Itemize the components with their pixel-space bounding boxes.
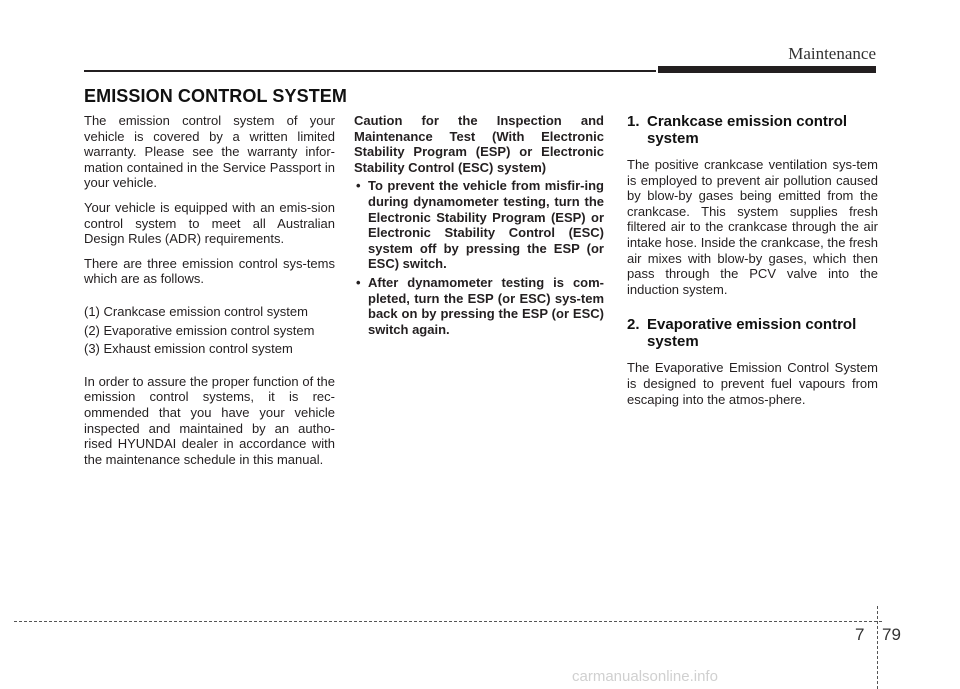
crankcase-body: The positive crankcase ventilation sys-tem is employed to prevent air pollution caused by blow-by gases being emitted from the crankcase. This system supplies fresh filtered air to the crankcase through the air intake hose. Inside the crankcase, the fresh air mixes with blow-by gases, which then pass through the PCV valve into the induction system.	[627, 157, 878, 297]
intro-paragraph-warranty: The emission control system of your vehicle is covered by a written limited warranty. Please see the warranty infor-mation contained in the Service Passport in your vehicle.	[84, 113, 335, 191]
page-number: 79	[882, 625, 901, 644]
crankcase-heading	[627, 113, 878, 147]
column-3	[627, 113, 878, 407]
column-1	[84, 113, 335, 467]
intro-paragraph-three-systems: There are three emission control sys-tems which are as follows.	[84, 255, 335, 287]
list-item: (2) Evaporative emission control system	[84, 322, 315, 338]
bullet-text: To prevent the vehicle from misfir-ing during dynamometer testing, turn the Electronic Stability Program (ESP) or Electronic Stability Control (ESC) system off by pressing the ESP (or ESC) switch.	[368, 178, 604, 272]
footer-divider	[877, 606, 878, 689]
header-bar	[658, 66, 876, 73]
evaporative-heading	[627, 316, 878, 350]
bullet-icon: •	[356, 274, 361, 290]
list-item: (1) Crankcase emission control system	[84, 303, 308, 319]
header-rule	[84, 70, 656, 72]
heading-text: Evaporative emission control system	[647, 316, 857, 351]
heading-number: 2.	[627, 316, 640, 334]
page-title: EMISSION CONTROL SYSTEM	[84, 86, 347, 106]
watermark: carmanualsonline.info	[572, 668, 718, 685]
list-item: (3) Exhaust emission control system	[84, 341, 293, 357]
caution-bullet	[354, 275, 604, 337]
intro-paragraph-adr: Your vehicle is equipped with an emis-sion control system to meet all Australian Design Rules (ADR) requirements.	[84, 199, 335, 247]
chapter-number: 7	[855, 625, 865, 644]
heading-number: 1.	[627, 113, 640, 130]
maintenance-paragraph: In order to assure the proper function of the emission control systems, it is rec-ommended that you have your vehicle inspected and maintained by an autho-rised HYUNDAI dealer in accordance with the maintenance schedule in this manual.	[84, 373, 335, 467]
caution-bullet	[354, 178, 604, 272]
column-2	[354, 113, 604, 337]
evaporative-body: The Evaporative Emission Control System is designed to prevent fuel vapours from escaping into the atmos-phere.	[627, 360, 878, 407]
caution-title: Caution for the Inspection and Maintenance Test (With Electronic Stability Program (ESP) or Electronic Stability Control (ESC) system)	[354, 113, 604, 175]
footer-rule	[14, 621, 882, 622]
heading-text: Crankcase emission control system	[647, 113, 848, 147]
bullet-icon: •	[356, 178, 361, 194]
bullet-text: After dynamometer testing is com-pleted, turn the ESP (or ESC) sys-tem back on by pressing the ESP (or ESC) switch again.	[368, 274, 604, 337]
header-section-title: Maintenance	[788, 44, 876, 63]
